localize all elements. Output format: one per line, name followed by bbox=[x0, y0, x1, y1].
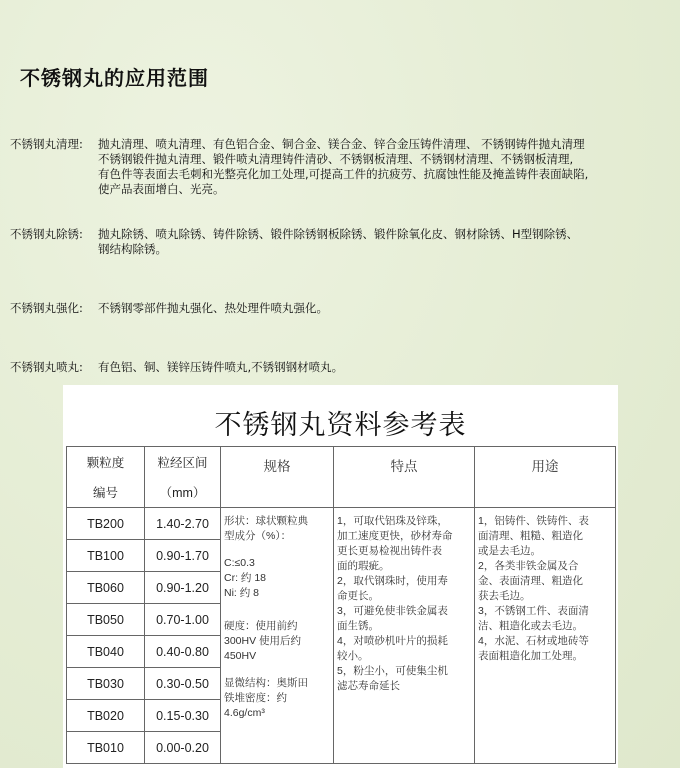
usage-line: 1，铝铸件、铁铸件、表 bbox=[478, 515, 589, 527]
feature-line: 较小。 bbox=[337, 650, 369, 662]
section-line: 有色铝、铜、镁锌压铸件喷丸,不锈钢钢材喷丸。 bbox=[98, 360, 344, 374]
spec-line: Ni: 约 8 bbox=[224, 587, 260, 599]
size-range: 0.70-1.00 bbox=[145, 604, 221, 636]
size-range: 0.00-0.20 bbox=[145, 732, 221, 764]
section-shot-peening bbox=[10, 360, 674, 375]
feature-line: 2，取代钢珠时，使用寿 bbox=[337, 575, 448, 587]
grain-code: TB050 bbox=[67, 604, 145, 636]
size-range: 0.15-0.30 bbox=[145, 700, 221, 732]
usage-line: 洁、粗造化或去毛边。 bbox=[478, 620, 583, 632]
section-label: 不锈钢丸除锈: bbox=[10, 227, 83, 241]
grain-code: TB200 bbox=[67, 508, 145, 540]
section-line: 使产品表面增白、光亮。 bbox=[98, 182, 225, 196]
spec-line: 4.6g/cm³ bbox=[224, 707, 265, 719]
section-line: 不锈钢零部件抛丸强化、热处理件喷丸强化。 bbox=[98, 301, 328, 315]
spec-line: C:≤0.3 bbox=[224, 557, 255, 569]
feature-line: 3，可避免使非铁金属表 bbox=[337, 605, 448, 617]
section-body bbox=[98, 301, 674, 316]
grain-code: TB030 bbox=[67, 668, 145, 700]
reference-table-image bbox=[63, 385, 618, 768]
usage-cell bbox=[475, 508, 616, 764]
table-title: 不锈钢丸资料参考表 bbox=[214, 410, 467, 441]
section-strengthening bbox=[10, 301, 674, 316]
page-title: 不锈钢丸的应用范围 bbox=[20, 66, 209, 90]
feature-line: 面的瑕疵。 bbox=[337, 560, 390, 572]
size-range: 0.30-0.50 bbox=[145, 668, 221, 700]
usage-line: 4，水泥、石材或地砖等 bbox=[478, 635, 589, 647]
section-body bbox=[98, 360, 674, 375]
section-label: 不锈钢丸强化: bbox=[10, 301, 83, 315]
usage-line: 面清理、粗糙、粗造化 bbox=[478, 530, 583, 542]
size-range: 1.40-2.70 bbox=[145, 508, 221, 540]
feature-line: 4，对喷砂机叶片的损耗 bbox=[337, 635, 448, 647]
header-grain-sub: 编号 bbox=[67, 477, 145, 508]
size-range: 0.90-1.20 bbox=[145, 572, 221, 604]
grain-code: TB040 bbox=[67, 636, 145, 668]
spec-line: 显微结构：奥斯田 bbox=[224, 677, 308, 689]
feature-line: 1，可取代铝珠及锌珠， bbox=[337, 515, 448, 527]
usage-line: 表面粗造化加工处理。 bbox=[478, 650, 583, 662]
feature-line: 滤芯寿命延长 bbox=[337, 680, 400, 692]
header-size: 粒经区间 bbox=[145, 447, 221, 478]
spec-cell bbox=[221, 508, 334, 764]
feature-line: 面生锈。 bbox=[337, 620, 379, 632]
section-rust-removal bbox=[10, 227, 674, 257]
spec-line: 硬度：使用前约 bbox=[224, 620, 298, 632]
feature-line: 更长更易检视出铸件表 bbox=[337, 545, 442, 557]
section-line: 钢结构除锈。 bbox=[98, 242, 167, 256]
header-usage: 用途 bbox=[475, 447, 616, 508]
spec-line: 300HV 使用后约 bbox=[224, 635, 302, 647]
section-line: 有色件等表面去毛刺和光整亮化加工处理,可提高工件的抗疲劳、抗腐蚀性能及掩盖铸件表面缺陷, bbox=[98, 167, 589, 181]
section-line: 抛丸清理、喷丸清理、有色铝合金、铜合金、镁合金、锌合金压铸件清理、 不锈钢铸件抛丸清理 bbox=[98, 137, 585, 151]
size-range: 0.40-0.80 bbox=[145, 636, 221, 668]
header-grain: 颗粒度 bbox=[67, 447, 145, 478]
section-body bbox=[98, 227, 674, 257]
usage-line: 2，各类非铁金属及合 bbox=[478, 560, 579, 572]
header-spec: 规格 bbox=[221, 447, 334, 508]
section-body bbox=[98, 137, 674, 197]
spec-line: 型成分（%）： bbox=[224, 530, 292, 542]
grain-code: TB060 bbox=[67, 572, 145, 604]
usage-line: 或是去毛边。 bbox=[478, 545, 541, 557]
spec-line: 形状：球状颗粒典 bbox=[224, 515, 308, 527]
section-line: 抛丸除锈、喷丸除锈、铸件除锈、锻件除锈钢板除锈、锻件除氧化皮、钢材除锈、H型钢除锈、 bbox=[98, 227, 579, 241]
grain-code: TB010 bbox=[67, 732, 145, 764]
section-cleaning bbox=[10, 137, 674, 197]
feature-line: 加工速度更快，砂材寿命 bbox=[337, 530, 453, 542]
spec-line: 铁堆密度：约 bbox=[224, 692, 287, 704]
section-label: 不锈钢丸喷丸: bbox=[10, 360, 83, 374]
feature-cell bbox=[334, 508, 475, 764]
size-range: 0.90-1.70 bbox=[145, 540, 221, 572]
usage-line: 金、表面清理、粗造化 bbox=[478, 575, 583, 587]
table-row bbox=[67, 508, 616, 540]
spec-line: Cr: 约 18 bbox=[224, 572, 267, 584]
header-feature: 特点 bbox=[334, 447, 475, 508]
reference-table bbox=[66, 446, 616, 764]
section-line: 不锈钢锻件抛丸清理、锻件喷丸清理铸件清砂、不锈钢板清理、不锈钢材清理、不锈钢板清理, bbox=[98, 152, 574, 166]
feature-line: 命更长。 bbox=[337, 590, 379, 602]
usage-line: 3，不锈钢工件、表面清 bbox=[478, 605, 589, 617]
grain-code: TB020 bbox=[67, 700, 145, 732]
grain-code: TB100 bbox=[67, 540, 145, 572]
usage-line: 获去毛边。 bbox=[478, 590, 531, 602]
feature-line: 5，粉尘小，可使集尘机 bbox=[337, 665, 448, 677]
section-label: 不锈钢丸清理: bbox=[10, 137, 83, 151]
spec-line: 450HV bbox=[224, 650, 257, 662]
header-size-sub: （mm） bbox=[145, 477, 221, 508]
